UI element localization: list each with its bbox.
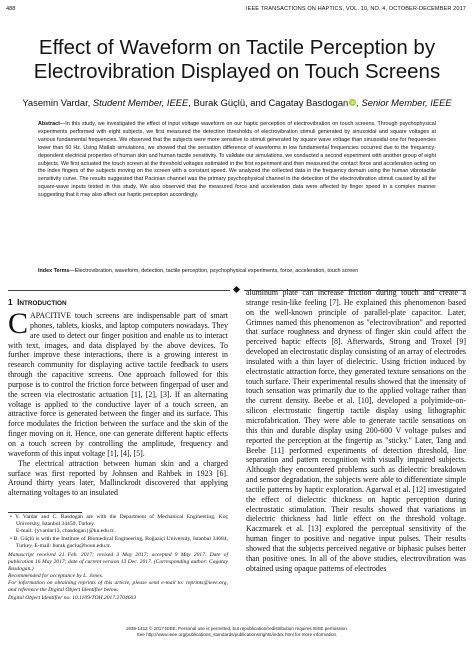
left-column	[8, 307, 228, 498]
footnote-affiliation-2: • B. Güçlü is with the Institute of Biomedical Engineering, Boğaziçi University, Istanbul 34684, Turkey. E-mail: burak.guclu@boun.edu.tr.	[10, 536, 228, 550]
intro-paragraph-2: The electrical attraction between human skin and a charged surface was first reported by Johnsen and Rahbek in 1923 [6]. Around thirty years later, Mallinckrodt discovered that applying alternating voltages to an insulated	[8, 458, 228, 498]
abstract-text: —In this study, we investigated the effect of input voltage waveform on our haptic perception of electrovibration on touch screens. Through psychophysical experiments performed with eight subjects, we first measured the detection thresholds of electrovibration stimuli generated by sinusoidal and square voltages at various fundamental frequencies. We observed that the subjects were more sensitive to stimuli generated by square wave voltage than sinusoidal one for frequencies lower than 60 Hz. Using Matlab simulations, we showed that the sensation difference of waveforms in low fundamental frequencies occurred due to the frequency-dependent electrical properties of human skin and human tactile sensitivity. To validate our simulations, we conducted a second experiment with another group of eight subjects. We first actuated the touch screen at the threshold voltages estimated in the first experiment and then measured the contact force and acceleration acting on the index fingers of the subjects moving on the screen with a constant speed. We analyzed the collected data in the frequency domain using the human vibrotactile sensitivity curve. The results suggested that Pacinian channel was the primary psychophysical channel in the detection of the electrovibration stimuli caused by all the square-wave inputs tested in this study. We also observed that the measured force and acceleration data were affected by finger speed in a complex manner suggesting that it may also affect our haptic perception accordingly.	[38, 121, 436, 199]
section-title-rest: NTRODUCTION	[19, 300, 67, 307]
right-paragraph-1: aluminum plate can increase friction during touch and create a strange resin-like feeling [7]. He explained this phenomenon based on the well-known principle of parallel-plate capacitor. Later, Grimnes named this phenomenon as "electrovibration" and reported that surface roughness and dryness of finger skin could affect the perceived haptic effects [8]. Afterwards, Strong and Troxel [9] developed an electrostatic display consisting of an array of electrodes insulated with a thin layer of dielectric. Using friction induced by electrostatic attraction force, they generated texture sensations on the touch surface. Their experimental results showed that the intensity of touch sensation was primarily due to the applied voltage rather than the current density. Beebe et al. [10], developed a polyimide-on-silicon electrostatic fingertip tactile display using lithographic microfabrication. They were able to generate tactile sensations on this thin and durable display using 200-600 V voltage pulses and reported the perception at the fingertip as "sticky." Later, Tang and Beebe [11] performed experiments of detection threshold, line separation and pattern recognition with visually impaired subjects. Although they encountered problems such as dielectric breakdown and sensor degradation, the subjects were able to differentiate simple tactile patterns by haptic exploration. Agarwal et al. [12] investigated the effect of dielectric thickness on haptic perception during electrostatic stimulation. Their results showed that variations in dielectric thickness had little effect on the threshold voltage. Kaczmarek et al. [13] explored the perceptual sensitivity of the human finger to positive and negative input pulses. Their results showed that the subjects perceived negative or biphasic pulses better than positive ones. In all of the above studies, electrovibration was obtained using opaque patterns of electrodes	[246, 288, 466, 573]
paper-title	[0, 36, 474, 84]
author-line	[0, 97, 474, 108]
abstract-label: Abstract	[38, 121, 60, 127]
drop-cap: C	[8, 307, 29, 340]
right-column	[246, 288, 466, 573]
doi-note	[8, 595, 228, 602]
first-word-rest: APACITIVE	[30, 311, 71, 320]
divider-line-left	[8, 290, 230, 291]
reprints-note-text: For information on obtaining reprints of this article, please send e-mail to: reprints@ieee.org, and reference the Digital Object Identifier below.	[8, 580, 228, 594]
footnote-affiliation-1	[8, 514, 228, 535]
doi-note-text: Digital Object Identifier no. 10.1109/TOH.2017.2704603	[8, 594, 137, 601]
section-number: 1	[8, 298, 13, 307]
manuscript-history-text: Manuscript received 21 Feb. 2017; revised 3 May 2017; accepted 9 May 2017. Date of publication 16 May 2017; date of current version 13 Dec. 2017. (Corresponding author: Cagatay Basdogan.)	[8, 552, 228, 573]
manuscript-history	[8, 552, 228, 573]
authors-2-3: , Burak Güçlü, and Cagatay Basdogan	[188, 97, 349, 108]
footnote-rule	[8, 512, 82, 513]
footnotes	[8, 514, 228, 602]
section-title-initial: I	[17, 298, 20, 307]
footer-line-2: See http://www.ieee.org/publications_standards/publications/rights/index.html for more information.	[136, 632, 338, 637]
footnote-affiliation-1-text: • Y. Vardar and C. Basdogan are with the Department of Mechanical Engineering, Koç University, Istanbul 34450, Turkey.	[10, 514, 228, 528]
index-terms-label: Index Terms	[38, 268, 70, 274]
page-number: 488	[6, 6, 16, 12]
section-heading	[8, 298, 67, 307]
running-head: IEEE TRANSACTIONS ON HAPTICS, VOL. 10, NO. 4, OCTOBER-DECEMBER 2017	[245, 6, 466, 12]
copyright-footer	[0, 626, 474, 638]
footnote-email-1: E-mail: {yvardar13, cbasdogan}@ku.edu.tr.	[16, 528, 115, 535]
author-3-membership: , Senior Member, IEEE	[356, 97, 452, 108]
intro-paragraph-1	[8, 307, 228, 459]
index-terms-text: —Electrovibration, waveform, detection, tactile perception, psychophysical experiments, force, acceleration, touch screen	[69, 268, 359, 274]
footer-line-1: 1939-1412 © 2017 IEEE. Personal use is permitted, but republication/redistribution requires IEEE permission.	[125, 626, 349, 631]
abstract	[38, 121, 436, 200]
title-line-2: Electrovibration Displayed on Touch Screens	[33, 60, 441, 83]
reprints-note	[8, 580, 228, 594]
recommended-note-text: Recommended for acceptance by L. Jones.	[8, 573, 104, 580]
divider-diamond-icon	[233, 286, 240, 293]
title-line-1: Effect of Waveform on Tactile Perception by	[38, 36, 436, 59]
paragraph-1-text: touch screens are indispensable part of smart phones, tablets, kiosks, and laptop computers nowadays. They are used to detect our finger position and enable us to interact with text, images, and data displayed by the above devices. To further improve these interactions, there is a growing interest in research community for displaying active tactile feedback to users through the capacitive screens. One approach followed for this purpose is to control the friction force between fingerpad of user and the screen via electrostatic actuation [1], [2], [3]. If an alternating voltage is applied to the conductive layer of a touch screen, an attractive force is generated between the finger and its surface. This force modulates the friction between the surface and the skin of the finger moving on it. Hence, one can generate different haptic effects on a touch screen by controlling the amplitude, frequency and waveform of this input voltage [1], [4], [5].	[8, 311, 228, 458]
orcid-icon[interactable]: iD	[350, 100, 355, 105]
author-1: Yasemin Vardar,	[22, 97, 93, 108]
author-1-membership: Student Member, IEEE	[92, 97, 189, 108]
index-terms	[38, 268, 436, 276]
